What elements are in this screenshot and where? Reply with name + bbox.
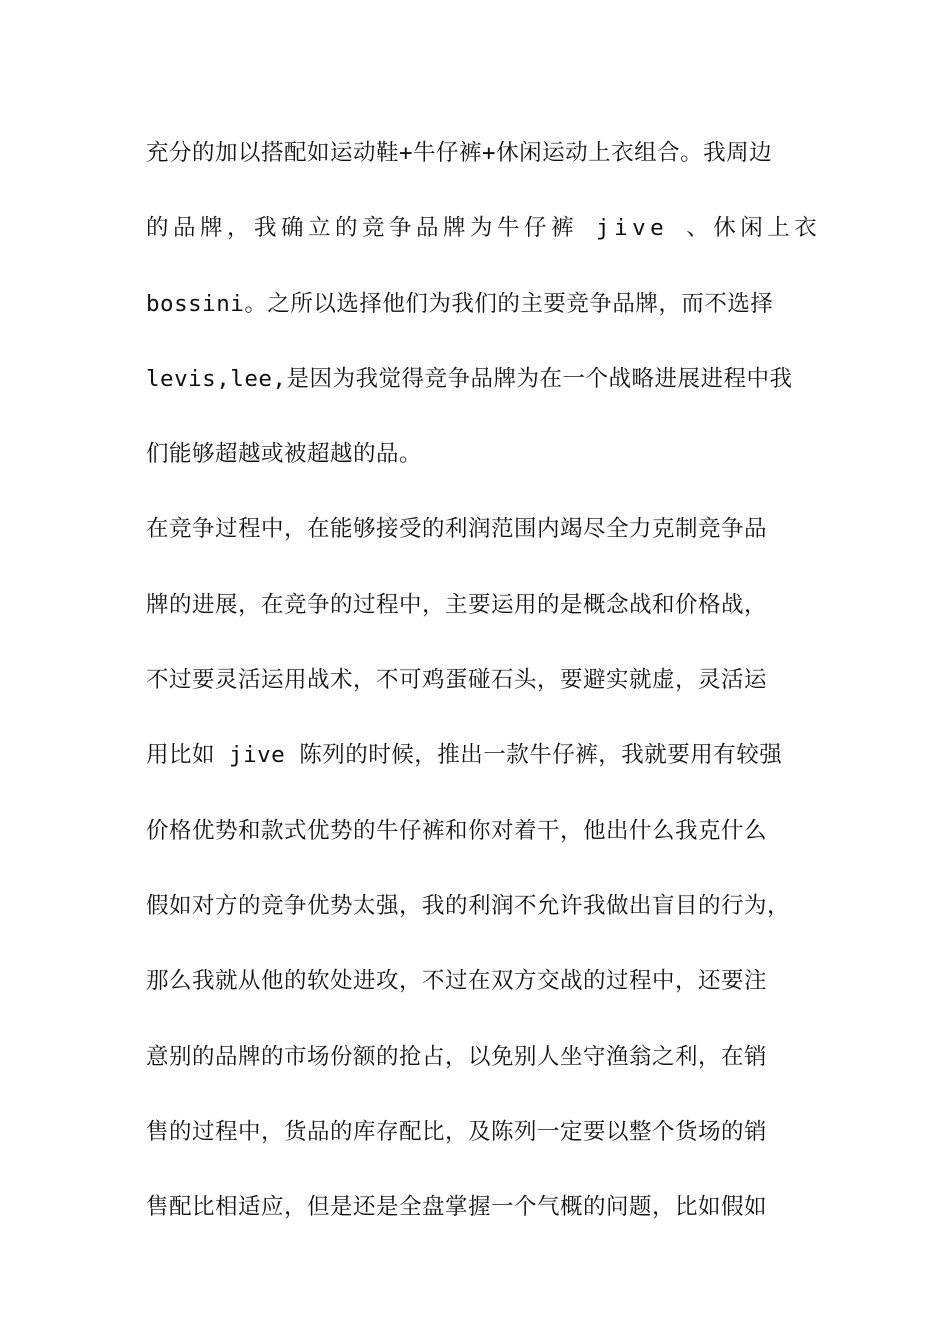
text-line: 那么我就从他的软处进攻，不过在双方交战的过程中，还要注 — [146, 968, 768, 995]
text-line: 牌的进展，在竞争的过程中，主要运用的是概念战和价格战， — [146, 591, 768, 618]
text-line: 用比如 jive 陈列的时候，推出一款牛仔裤，我就要用有较强 — [146, 742, 783, 769]
text-line: bossini。之所以选择他们为我们的主要竞争品牌，而不选择 — [146, 290, 774, 317]
text-line: 意别的品牌的市场份额的抢占，以免别人坐守渔翁之利，在销 — [146, 1043, 768, 1070]
text-line: 售配比相适应，但是还是全盘掌握一个气概的问题，比如假如 — [146, 1194, 768, 1221]
text-line: 充分的加以搭配如运动鞋+牛仔裤+休闲运动上衣组合。我周边 — [146, 140, 773, 166]
text-line: levis,lee,是因为我觉得竞争品牌为在一个战略进展进程中我 — [146, 365, 793, 392]
text-line: 售的过程中，货品的库存配比，及陈列一定要以整个货场的销 — [146, 1118, 768, 1145]
text-line: 价格优势和款式优势的牛仔裤和你对着干，他出什么我克什么 — [146, 817, 768, 844]
document-body — [146, 133, 826, 1262]
text-line: 不过要灵活运用战术，不可鸡蛋碰石头，要避实就虚，灵活运 — [146, 667, 768, 694]
text-line: 假如对方的竞争优势太强，我的利润不允许我做出盲目的行为， — [146, 892, 791, 919]
text-line: 们能够超越或被超越的品。 — [146, 441, 423, 468]
text-line: 的品牌，我确立的竞争品牌为牛仔裤 jive 、休闲上衣 — [146, 215, 822, 242]
text-line: 在竞争过程中，在能够接受的利润范围内竭尽全力克制竞争品 — [146, 516, 768, 543]
